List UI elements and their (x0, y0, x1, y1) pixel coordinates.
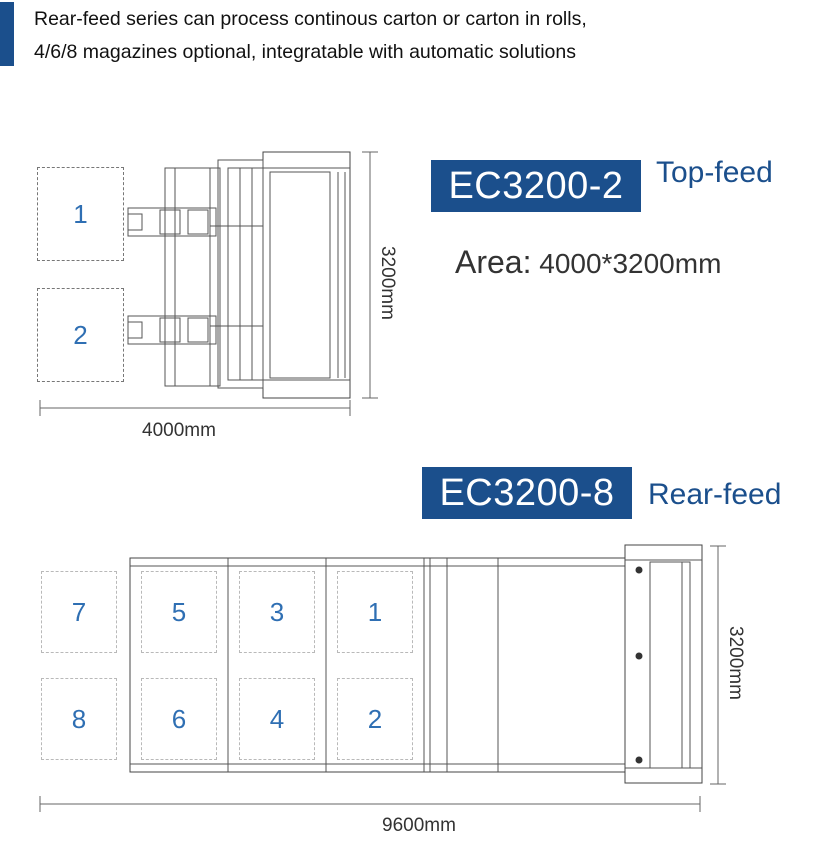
area-value: 4000*3200mm (539, 248, 722, 279)
feed-type-top: Top-feed (656, 156, 773, 189)
magazine-4 (239, 678, 315, 760)
magazine-number: 4 (269, 703, 285, 734)
magazine-number: 1 (73, 198, 88, 229)
magazine-2 (37, 288, 124, 382)
magazine-number: 6 (171, 703, 187, 734)
magazine-number: 3 (269, 596, 285, 627)
top-machine-drawing (128, 152, 350, 398)
top-height-dimension: 3200mm (376, 246, 398, 320)
rear-width-dimension: 9600mm (382, 815, 456, 836)
magazine-number: 5 (171, 596, 187, 627)
intro-line-1: Rear-feed series can process continous carton or carton in rolls, (34, 8, 587, 30)
magazine-7 (41, 571, 117, 653)
magazine-number: 7 (71, 596, 87, 627)
feed-type-rear: Rear-feed (648, 478, 782, 511)
top-width-dimension: 4000mm (142, 420, 216, 441)
model-name-rear: EC3200-8 (422, 467, 632, 519)
model-name-top: EC3200-2 (431, 160, 641, 212)
magazine-number: 8 (71, 703, 87, 734)
area-label: Area: (455, 244, 532, 280)
magazine-1 (37, 167, 124, 261)
magazine-number: 2 (73, 319, 88, 350)
area-spec (455, 244, 721, 281)
magazine-3 (239, 571, 315, 653)
magazine-number: 2 (367, 703, 383, 734)
magazine-1 (337, 571, 413, 653)
magazine-8 (41, 678, 117, 760)
rear-height-dimension: 3200mm (724, 626, 746, 700)
magazine-number: 1 (367, 596, 383, 627)
intro-line-2: 4/6/8 magazines optional, integratable with automatic solutions (34, 41, 576, 63)
magazine-6 (141, 678, 217, 760)
magazine-5 (141, 571, 217, 653)
magazine-2 (337, 678, 413, 760)
